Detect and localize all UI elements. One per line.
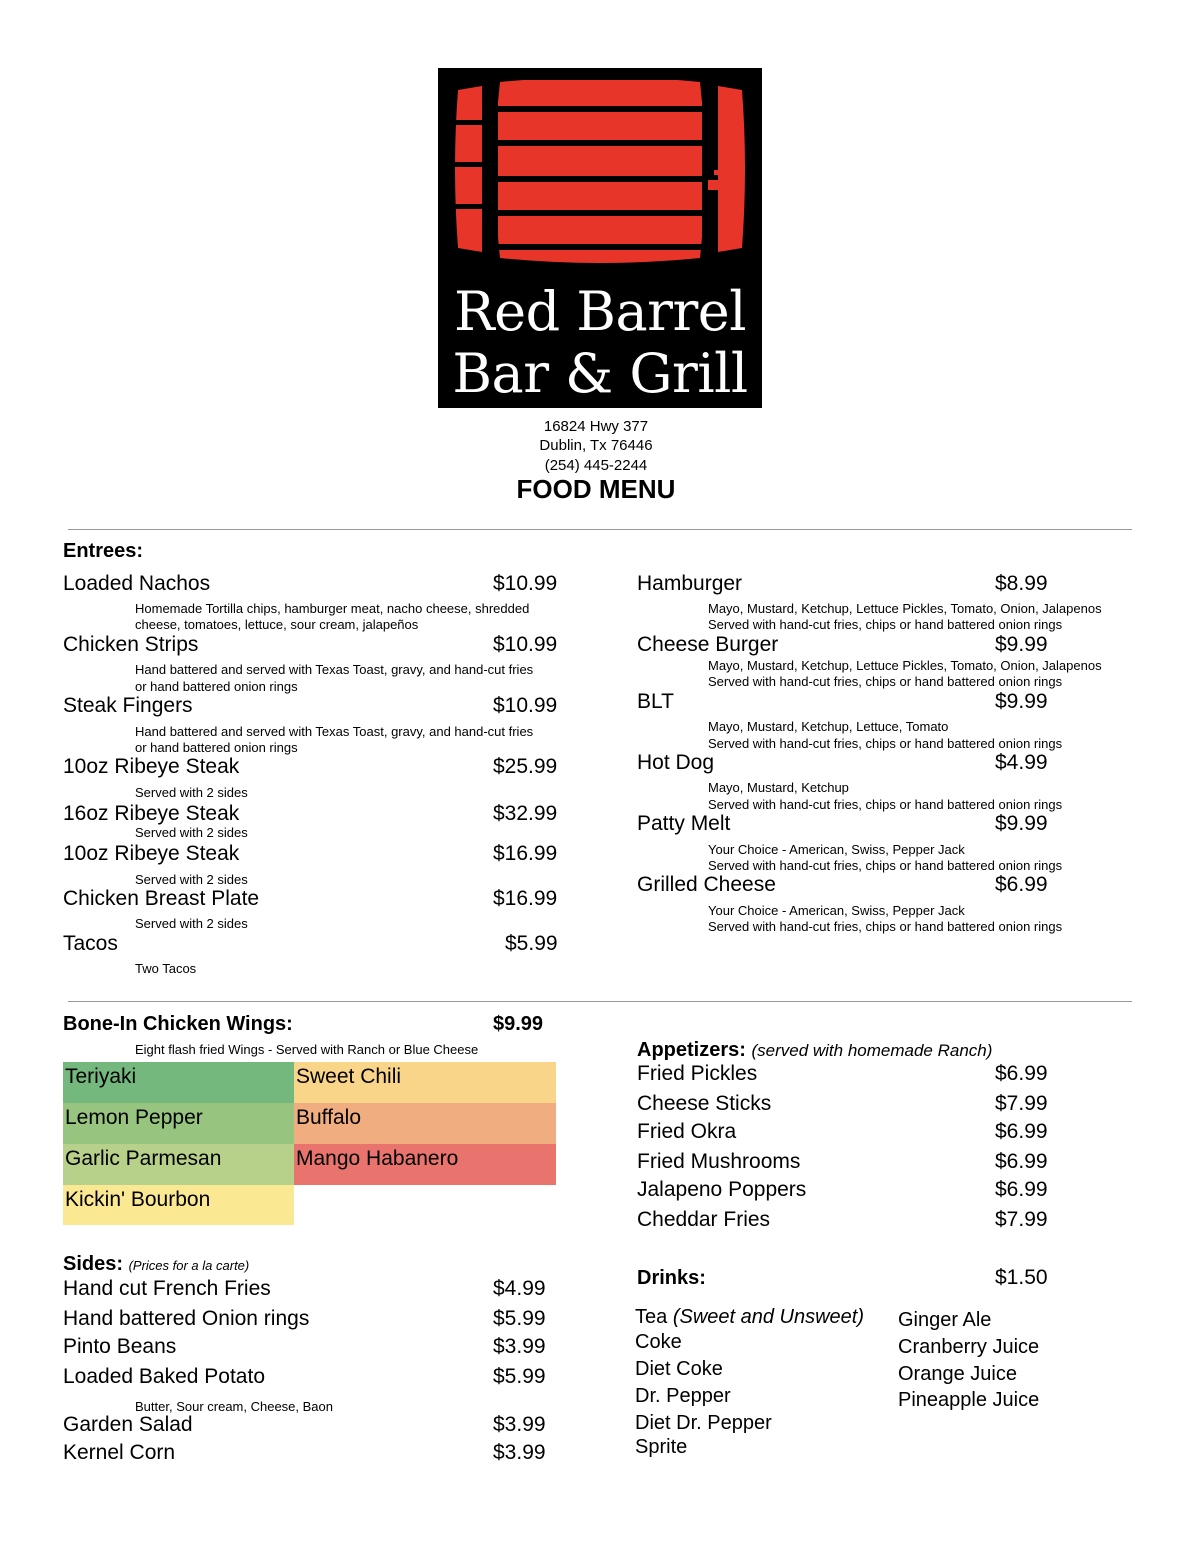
side-name: Loaded Baked Potato <box>63 1365 266 1388</box>
side-price: $5.99 <box>493 1365 546 1388</box>
menu-item-desc: Mayo, Mustard, Ketchup <box>708 780 849 795</box>
menu-item-price: $16.99 <box>493 842 558 865</box>
menu-item-desc: or hand battered onion rings <box>135 740 298 755</box>
appetizer-name: Fried Mushrooms <box>637 1150 801 1173</box>
sides-title: Sides: <box>63 1253 124 1275</box>
menu-item-desc: Hand battered and served with Texas Toast, gravy, and hand-cut fries <box>135 724 534 739</box>
barrel-icon <box>438 68 762 288</box>
side-name: Hand cut French Fries <box>63 1277 271 1300</box>
drink-item: Orange Juice <box>898 1363 1017 1385</box>
appetizer-name: Cheese Sticks <box>637 1092 772 1115</box>
appetizer-price: $7.99 <box>995 1208 1048 1231</box>
menu-item-name: Chicken Breast Plate <box>63 887 260 910</box>
appetizers-title: Appetizers: <box>637 1039 746 1061</box>
menu-item-name: Grilled Cheese <box>637 873 776 896</box>
menu-item-name: 16oz Ribeye Steak <box>63 802 240 825</box>
menu-item-price: $10.99 <box>493 633 558 656</box>
menu-item-price: $32.99 <box>493 802 558 825</box>
menu-item-price: $9.99 <box>995 690 1048 713</box>
menu-item-name: Hamburger <box>637 572 743 595</box>
menu-item-desc: cheese, tomatoes, lettuce, sour cream, jalapeños <box>135 617 419 632</box>
menu-item-name: 10oz Ribeye Steak <box>63 842 240 865</box>
logo-line-1: Red Barrel <box>453 280 747 343</box>
menu-item-name: Tacos <box>63 932 118 955</box>
drinks-price: $1.50 <box>995 1266 1048 1289</box>
wing-flavor-mango-habanero: Mango Habanero <box>294 1144 556 1185</box>
entrees-header: Entrees: <box>63 540 144 562</box>
appetizer-price: $7.99 <box>995 1092 1048 1115</box>
wing-flavor-buffalo: Buffalo <box>294 1103 556 1144</box>
appetizers-note: (served with homemade Ranch) <box>751 1041 993 1060</box>
appetizer-price: $6.99 <box>995 1062 1048 1085</box>
drink-note: (Sweet and Unsweet) <box>672 1306 865 1328</box>
menu-item-desc: Served with hand-cut fries, chips or hand battered onion rings <box>708 919 1063 934</box>
menu-item-price: $8.99 <box>995 572 1048 595</box>
appetizer-name: Fried Okra <box>637 1120 737 1143</box>
wing-flavor-teriyaki: Teriyaki <box>63 1062 294 1103</box>
menu-item-desc: Served with hand-cut fries, chips or hand battered onion rings <box>708 736 1063 751</box>
menu-item-name: BLT <box>637 690 674 713</box>
menu-item-desc: or hand battered onion rings <box>135 679 298 694</box>
menu-item-price: $16.99 <box>493 887 558 910</box>
side-price: $3.99 <box>493 1441 546 1464</box>
wings-price: $9.99 <box>493 1013 544 1035</box>
drink-item: Coke <box>635 1331 682 1353</box>
menu-item-price: $9.99 <box>995 633 1048 656</box>
address-city: Dublin, Tx 76446 <box>539 437 653 454</box>
wing-flavor-garlic-parmesan: Garlic Parmesan <box>63 1144 294 1185</box>
menu-item-name: Loaded Nachos <box>63 572 211 595</box>
appetizer-name: Jalapeno Poppers <box>637 1178 807 1201</box>
menu-item-desc: Served with 2 sides <box>135 916 248 931</box>
drink-item: Diet Coke <box>635 1358 723 1380</box>
drink-name: Tea <box>635 1306 668 1328</box>
menu-item-price: $5.99 <box>505 932 558 955</box>
divider <box>68 529 1132 530</box>
appetizer-price: $6.99 <box>995 1178 1048 1201</box>
menu-item-desc: Your Choice - American, Swiss, Pepper Jack <box>708 903 965 918</box>
side-name: Hand battered Onion rings <box>63 1307 310 1330</box>
menu-item-desc: Served with hand-cut fries, chips or hand battered onion rings <box>708 617 1063 632</box>
side-price: $4.99 <box>493 1277 546 1300</box>
menu-item-desc: Hand battered and served with Texas Toast, gravy, and hand-cut fries <box>135 662 534 677</box>
drinks-header: Drinks: <box>637 1267 706 1289</box>
page-title: FOOD MENU <box>516 474 676 504</box>
wings-desc: Eight flash fried Wings - Served with Ranch or Blue Cheese <box>135 1042 479 1057</box>
menu-item-desc: Mayo, Mustard, Ketchup, Lettuce Pickles, Tomato, Onion, Jalapenos <box>708 601 1102 616</box>
menu-item-name: Chicken Strips <box>63 633 199 656</box>
menu-item-desc: Homemade Tortilla chips, hamburger meat, nacho cheese, shredded <box>135 601 530 616</box>
side-price: $3.99 <box>493 1335 546 1358</box>
wing-flavor-sweet-chili: Sweet Chili <box>294 1062 556 1103</box>
menu-item-name: Steak Fingers <box>63 694 193 717</box>
menu-item-name: Cheese Burger <box>637 633 779 656</box>
side-price: $3.99 <box>493 1413 546 1436</box>
appetizer-name: Cheddar Fries <box>637 1208 771 1231</box>
appetizer-name: Fried Pickles <box>637 1062 758 1085</box>
menu-item-desc: Mayo, Mustard, Ketchup, Lettuce, Tomato <box>708 719 949 734</box>
side-price: $5.99 <box>493 1307 546 1330</box>
menu-item-desc: Served with 2 sides <box>135 785 248 800</box>
menu-item-name: 10oz Ribeye Steak <box>63 755 240 778</box>
wings-header: Bone-In Chicken Wings: <box>63 1013 293 1035</box>
drink-item <box>635 1305 864 1329</box>
drink-item: Ginger Ale <box>898 1309 992 1331</box>
logo-line-2: Bar & Grill <box>452 342 748 405</box>
menu-item-name: Hot Dog <box>637 751 715 774</box>
appetizer-price: $6.99 <box>995 1150 1048 1173</box>
address-street: 16824 Hwy 377 <box>543 418 649 435</box>
restaurant-logo <box>438 68 762 408</box>
address-phone: (254) 445-2244 <box>544 457 648 474</box>
menu-item-price: $10.99 <box>493 572 558 595</box>
wing-flavor-kickin-bourbon: Kickin' Bourbon <box>63 1185 294 1225</box>
side-name: Pinto Beans <box>63 1335 177 1358</box>
menu-item-desc: Served with hand-cut fries, chips or hand battered onion rings <box>708 674 1063 689</box>
divider <box>68 1001 1132 1002</box>
drink-item: Dr. Pepper <box>635 1385 731 1407</box>
drink-item: Diet Dr. Pepper <box>635 1412 772 1434</box>
sides-note: (Prices for a la carte) <box>128 1258 250 1273</box>
drink-item: Cranberry Juice <box>898 1336 1040 1358</box>
drink-item: Pineapple Juice <box>898 1389 1040 1411</box>
side-name: Kernel Corn <box>63 1441 176 1464</box>
menu-item-desc: Your Choice - American, Swiss, Pepper Jack <box>708 842 965 857</box>
menu-item-price: $25.99 <box>493 755 558 778</box>
menu-item-desc: Served with hand-cut fries, chips or hand battered onion rings <box>708 858 1063 873</box>
appetizer-price: $6.99 <box>995 1120 1048 1143</box>
menu-item-price: $10.99 <box>493 694 558 717</box>
side-desc: Butter, Sour cream, Cheese, Baon <box>135 1399 333 1414</box>
menu-item-desc: Served with 2 sides <box>135 872 248 887</box>
appetizers-header <box>637 1039 992 1062</box>
drink-item: Sprite <box>635 1436 688 1458</box>
side-name: Garden Salad <box>63 1413 193 1436</box>
menu-item-desc: Served with hand-cut fries, chips or hand battered onion rings <box>708 797 1063 812</box>
menu-item-desc: Served with 2 sides <box>135 825 248 840</box>
sides-header <box>63 1253 249 1276</box>
wing-flavor-lemon-pepper: Lemon Pepper <box>63 1103 294 1144</box>
menu-item-price: $9.99 <box>995 812 1048 835</box>
menu-item-price: $4.99 <box>995 751 1048 774</box>
menu-item-desc: Mayo, Mustard, Ketchup, Lettuce Pickles, Tomato, Onion, Jalapenos <box>708 658 1102 673</box>
menu-item-desc: Two Tacos <box>135 961 197 976</box>
menu-item-price: $6.99 <box>995 873 1048 896</box>
menu-item-name: Patty Melt <box>637 812 731 835</box>
